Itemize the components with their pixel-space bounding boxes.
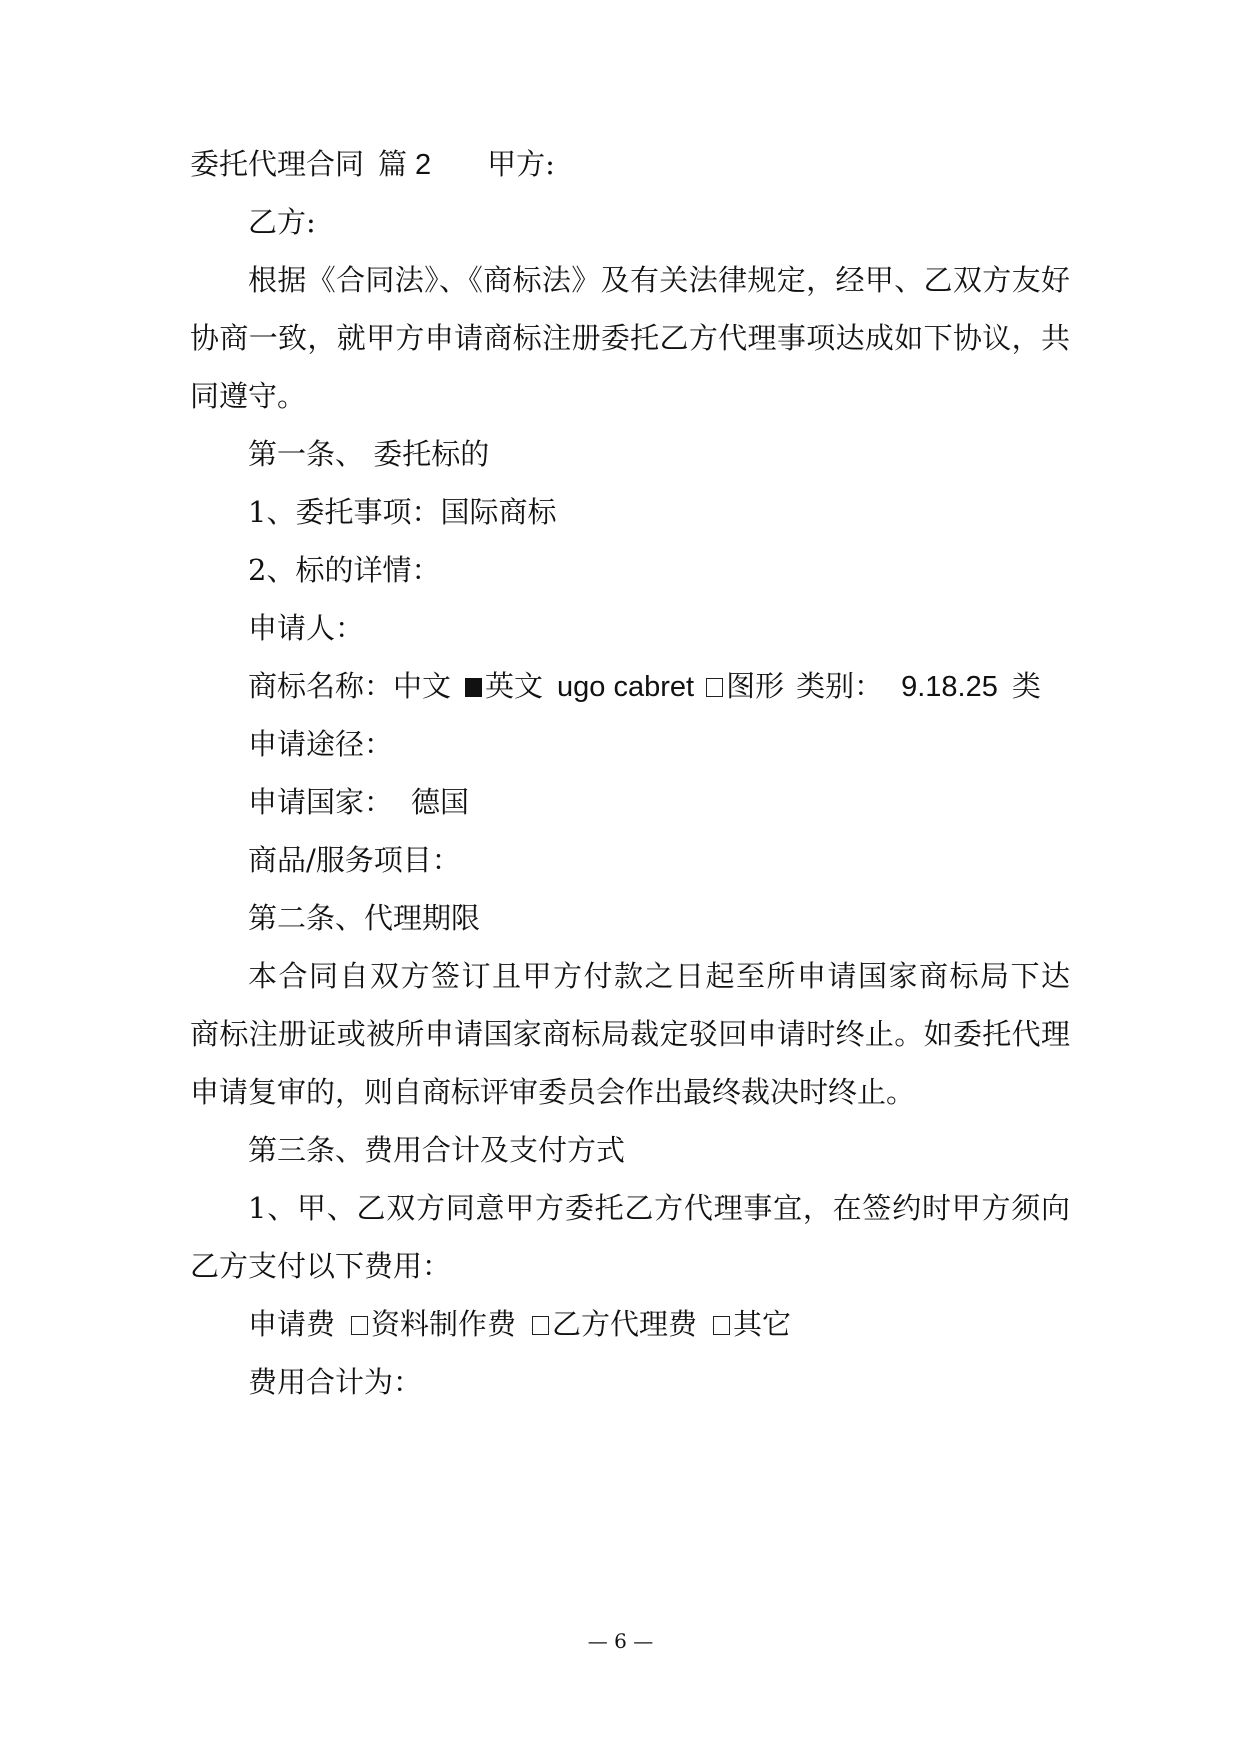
part-label: 篇	[378, 147, 408, 181]
empty-checkbox-icon	[713, 1316, 730, 1335]
applicant-label: 申请人：	[248, 611, 365, 645]
figure-label: 图形	[726, 669, 785, 703]
fee-option-agency: 乙方代理费	[552, 1307, 698, 1341]
intro-line-2: 协商一致，就甲方申请商标注册委托乙方代理事项达成如下协议，共	[190, 321, 1070, 355]
article-1-item-1: 1、委托事项：国际商标	[248, 495, 557, 529]
intro-line-3: 同遵守。	[190, 379, 307, 413]
application-route-label: 申请途径：	[248, 727, 394, 761]
article-2-line-2: 商标注册证或被所申请国家商标局裁定驳回申请时终止。如委托代理	[190, 1017, 1070, 1051]
class-value: 9.18.25	[901, 671, 998, 703]
article-3-line-2: 乙方支付以下费用：	[190, 1249, 452, 1283]
goods-services-label: 商品/服务项目：	[248, 843, 461, 877]
fee-option-application: 申请费	[248, 1307, 336, 1341]
class-label: 类别：	[796, 669, 884, 703]
country-value: 德国	[411, 785, 470, 819]
fee-options-line	[248, 1304, 1070, 1344]
class-suffix: 类	[1011, 669, 1041, 703]
article-3-line-1: 1、甲、乙双方同意甲方委托乙方代理事宜，在签约时甲方须向	[248, 1191, 1070, 1225]
empty-checkbox-icon	[532, 1316, 549, 1335]
trademark-name-label: 商标名称：中文	[248, 669, 452, 703]
trademark-line	[248, 666, 1070, 706]
article-2-line-1: 本合同自双方签订且甲方付款之日起至所申请国家商标局下达	[248, 959, 1070, 993]
article-1-item-2: 2、标的详情：	[248, 553, 441, 587]
page-number: — 6 —	[587, 1629, 654, 1653]
fee-total-label: 费用合计为：	[248, 1365, 423, 1399]
part-number: 2	[415, 149, 432, 181]
intro-line-1: 根据《合同法》、《商标法》及有关法律规定，经甲、乙双方友好	[248, 263, 1070, 297]
document-heading	[190, 144, 1070, 184]
english-label: 英文	[485, 669, 544, 703]
empty-checkbox-icon	[351, 1316, 368, 1335]
article-2-title: 第二条、代理期限	[248, 901, 481, 935]
fee-option-other: 其它	[733, 1307, 792, 1341]
country-line	[248, 782, 1070, 822]
party-b-label: 乙方:	[248, 205, 316, 239]
fee-option-materials: 资料制作费	[371, 1307, 517, 1341]
contract-title: 委托代理合同	[190, 147, 365, 181]
filled-checkbox-icon	[465, 678, 482, 697]
empty-checkbox-icon	[706, 678, 723, 697]
party-a-label: 甲方:	[487, 147, 555, 181]
article-3-title: 第三条、费用合计及支付方式	[248, 1133, 626, 1167]
article-1-title: 第一条、 委托标的	[248, 437, 490, 471]
article-2-line-3: 申请复审的，则自商标评审委员会作出最终裁决时终止。	[190, 1075, 916, 1109]
english-name-value: ugo cabret	[557, 671, 695, 703]
country-label: 申请国家：	[248, 785, 394, 819]
